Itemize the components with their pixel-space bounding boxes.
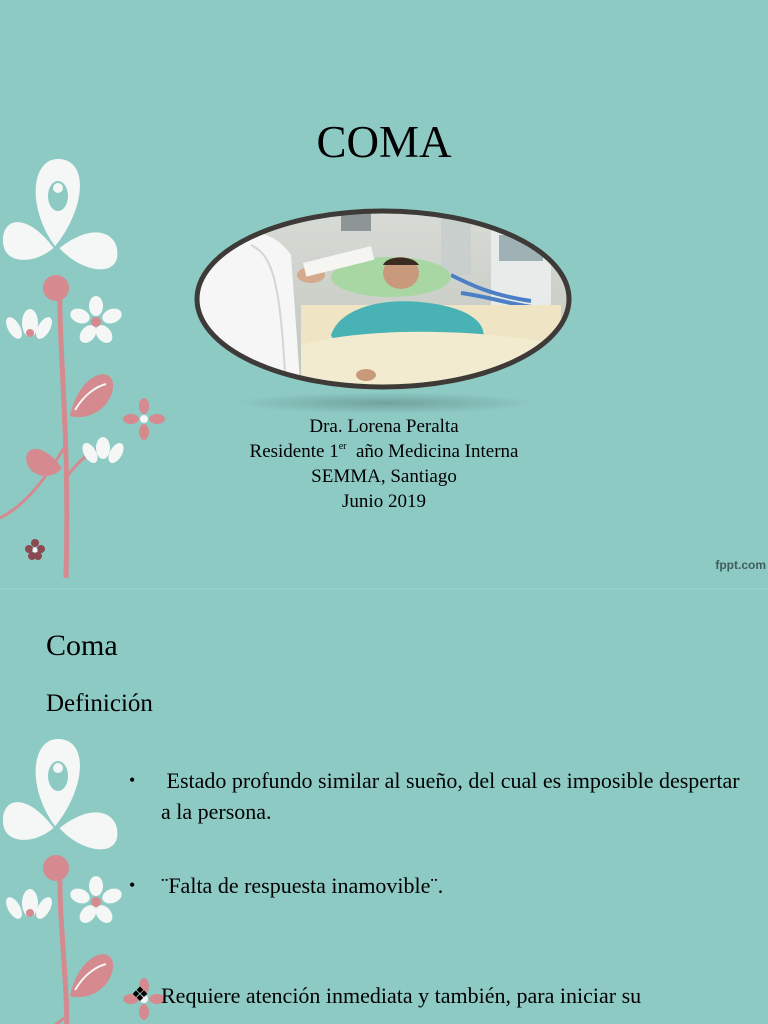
bullet-text: Estado profundo similar al sueño, del cual es imposible despertar a la persona. bbox=[161, 768, 746, 824]
bullet-item bbox=[129, 765, 746, 827]
author-info bbox=[0, 414, 768, 514]
photo-shadow bbox=[230, 392, 540, 414]
section-title: Coma bbox=[46, 629, 118, 662]
fppt-watermark: fppt.com bbox=[715, 558, 766, 572]
bullet-dot-icon: • bbox=[129, 875, 136, 895]
author-name: Dra. Lorena Peralta bbox=[309, 416, 459, 437]
section-subtitle: Definición bbox=[46, 690, 153, 717]
bullet-item bbox=[131, 980, 761, 1011]
diamond-bullet-icon: ❖ bbox=[131, 984, 149, 1006]
bullet-item bbox=[129, 870, 741, 901]
hospital-photo bbox=[191, 205, 575, 393]
author-institution: SEMMA, Santiago bbox=[311, 466, 457, 487]
bullet-text: Requiere atención inmediata y también, para iniciar su bbox=[161, 983, 642, 1008]
bullet-text: ¨Falta de respuesta inamovible¨. bbox=[161, 873, 444, 898]
author-role: Residente 1er año Medicina Interna bbox=[249, 441, 519, 462]
presentation-date: Junio 2019 bbox=[342, 491, 426, 512]
slide-title: COMA bbox=[316, 117, 452, 167]
definition-slide bbox=[0, 590, 768, 1024]
bullet-dot-icon: • bbox=[129, 770, 136, 790]
